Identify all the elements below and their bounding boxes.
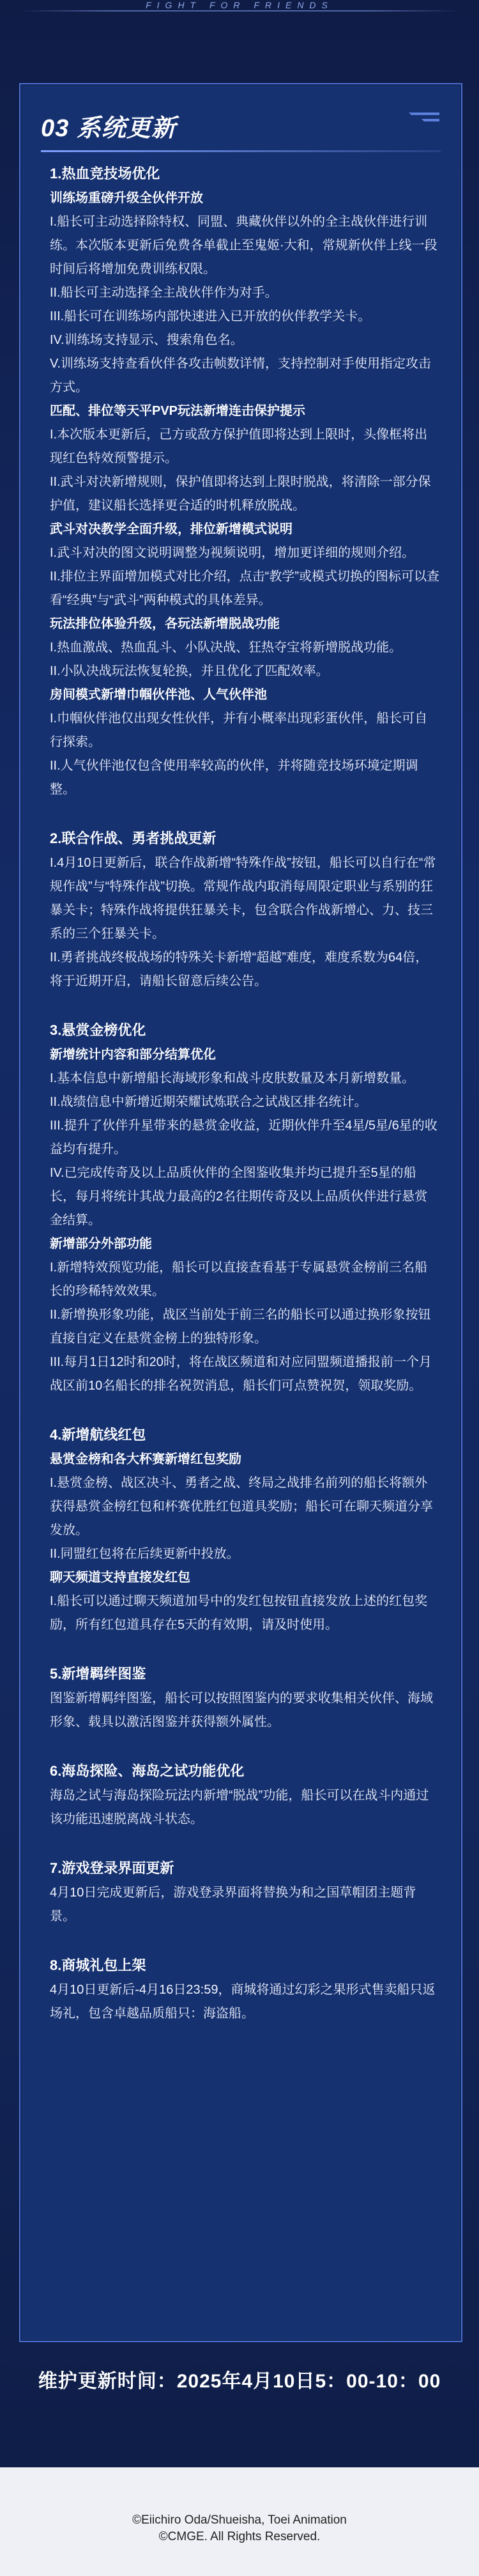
paragraph: II.勇者挑战终极战场的特殊关卡新增“超越”难度，难度系数为64倍，将于近期开启，请船长留意后续公告。 [50,950,429,988]
paragraph: I.4月10日更新后，联合作战新增“特殊作战”按钮，船长可以自行在“常规作战”与“特殊作战”切换。常规作战内取消每周限定职业与系别的狂暴关卡；特殊作战将提供狂暴关卡，包含联合作战新增心、力、技三系的三个狂暴关卡。 [50,856,436,941]
paragraph: 海岛之试与海岛探险玩法内新增“脱战”功能，船长可以在战斗内通过该功能迅速脱离战斗状态。 [50,1788,429,1826]
subheading: 新增统计内容和部分结算优化 [50,1048,216,1062]
corner-deco-icon [402,110,441,129]
paragraph: I.基本信息中新增船长海域形象和战斗皮肤数量及本月新增数量。 [50,1071,415,1085]
subheading: 匹配、排位等天平PVP玩法新增连击保护提示 [50,404,306,418]
copyright-line-1: ©Eiichiro Oda/Shueisha, Toei Animation [132,2513,347,2527]
paragraph: III.每月1日12时和20时，将在战区频道和对应同盟频道播报前一个月战区前10名船长的排名祝贺消息，船长们可点赞祝贺，领取奖励。 [50,1355,432,1393]
section-heading: 4.新增航线红包 [50,1427,146,1443]
paragraph: V.训练场支持查看伙伴各攻击帧数详情，支持控制对手使用指定攻击方式。 [50,357,432,394]
paragraph: II.船长可主动选择全主战伙伴作为对手。 [50,286,278,300]
top-divider [19,10,460,12]
update-notes [50,161,439,2026]
subheading: 房间模式新增巾帼伙伴池、人气伙伴池 [50,688,267,702]
paragraph: I.热血激战、热血乱斗、小队决战、狂热夺宝将新增脱战功能。 [50,640,402,655]
section-heading: 7.游戏登录界面更新 [50,1860,174,1876]
section-heading: 3.悬赏金榜优化 [50,1022,146,1038]
paragraph: 4月10日完成更新后，游戏登录界面将替换为和之国草帽团主题背景。 [50,1886,416,1923]
paragraph: 4月10日更新后-4月16日23:59，商城将通过幻彩之果形式售卖船只返场礼，包含卓越品质船只：海盗船。 [50,1983,436,2021]
copyright-line-2: ©CMGE. All Rights Reserved. [158,2530,321,2543]
copyright [0,2512,479,2545]
section-heading: 8.商城礼包上架 [50,1957,146,1973]
paragraph: 图鉴新增羁绊图鉴，船长可以按照图鉴内的要求收集相关伙伴、海域形象、载具以激活图鉴并获得额外属性。 [50,1691,433,1729]
paragraph: III.船长可在训练场内部快速进入已开放的伙伴教学关卡。 [50,309,371,323]
paragraph: II.小队决战玩法恢复轮换，并且优化了匹配效率。 [50,664,329,678]
paragraph: I.船长可主动选择除特权、同盟、典藏伙伴以外的全主战伙伴进行训练。本次版本更新后免费各单截止至鬼姬·大和，常规新伙伴上线一段时间后将增加免费训练权限。 [50,215,437,276]
paragraph: I.悬赏金榜、战区决斗、勇者之战、终局之战排名前列的船长将额外获得悬赏金榜红包和杯赛优胜红包道具奖励；船长可在聊天频道分享发放。 [50,1476,433,1537]
paragraph: IV.已完成传奇及以上品质伙伴的全图鉴收集并均已提升至5星的船长，每月将统计其战力最高的2名往期传奇及以上品质伙伴进行悬赏金结算。 [50,1166,428,1227]
update-section [50,826,439,993]
update-section [50,1661,439,1734]
section-title: 03 系统更新 [41,114,176,142]
paragraph: I.船长可以通过聊天频道加号中的发红包按钮直接发放上述的红包奖励，所有红包道具存在5天的有效期，请及时使用。 [50,1594,428,1632]
paragraph: II.新增换形象功能，战区当前处于前三名的船长可以通过换形象按钮直接自定义在悬赏金榜上的独特形象。 [50,1308,431,1346]
subheading: 玩法排位体验升级，各玩法新增脱战功能 [50,617,280,631]
section-heading: 1.热血竞技场优化 [50,166,160,182]
tagline: FIGHT FOR FRIENDS [146,0,333,10]
update-section [50,1018,439,1398]
paragraph: II.排位主界面增加模式对比介绍，点击“教学”或模式切换的图标可以查看“经典”与“武斗”两种模式的具体差异。 [50,570,439,607]
update-section [50,161,439,802]
top-decoration [0,0,479,89]
paragraph: III.提升了伙伴升星带来的悬赏金收益，近期伙伴升至4星/5星/6星的收益均有提升。 [50,1119,437,1156]
paragraph: I.武斗对决的图文说明调整为视频说明，增加更详细的规则介绍。 [50,546,415,560]
update-section [50,1758,439,1831]
paragraph: II.武斗对决新增规则，保护值即将达到上限时脱战，将清除一部分保护值，建议船长选择更合适的时机释放脱战。 [50,475,431,513]
section-heading: 6.海岛探险、海岛之试功能优化 [50,1763,245,1779]
panel-header [41,106,441,144]
subheading: 武斗对决教学全面升级，排位新增模式说明 [50,522,293,536]
section-heading: 2.联合作战、勇者挑战更新 [50,830,217,846]
title-underline [41,150,441,152]
paragraph: II.同盟红包将在后续更新中投放。 [50,1547,240,1561]
subheading: 训练场重磅升级全伙伴开放 [50,191,203,205]
paragraph: I.本次版本更新后，己方或敌方保护值即将达到上限时，头像框将出现红色特效预警提示。 [50,428,428,465]
paragraph: I.新增特效预览功能，船长可以直接查看基于专属悬赏金榜前三名船长的珍稀特效效果。 [50,1261,428,1298]
paragraph: II.人气伙伴池仅包含使用率较高的伙伴，并将随竞技场环境定期调整。 [50,759,418,796]
paragraph: I.巾帼伙伴池仅出现女性伙伴，并有小概率出现彩蛋伙伴，船长可自行探索。 [50,711,428,749]
paragraph: II.战绩信息中新增近期荣耀试炼联合之试战区排名统计。 [50,1095,367,1109]
subheading: 聊天频道支持直接发红包 [50,1571,190,1585]
update-section [50,1422,439,1637]
update-section [50,1856,439,1928]
subheading: 悬赏金榜和各大杯赛新增红包奖励 [50,1452,241,1466]
paragraph: IV.训练场支持显示、搜索角色名。 [50,333,243,347]
maintenance-time: 维护更新时间：2025年4月10日5：00-10：00 [38,2371,441,2392]
update-panel [19,83,462,2342]
subheading: 新增部分外部功能 [50,1237,152,1251]
section-heading: 5.新增羁绊图鉴 [50,1666,146,1682]
update-section [50,1953,439,2026]
